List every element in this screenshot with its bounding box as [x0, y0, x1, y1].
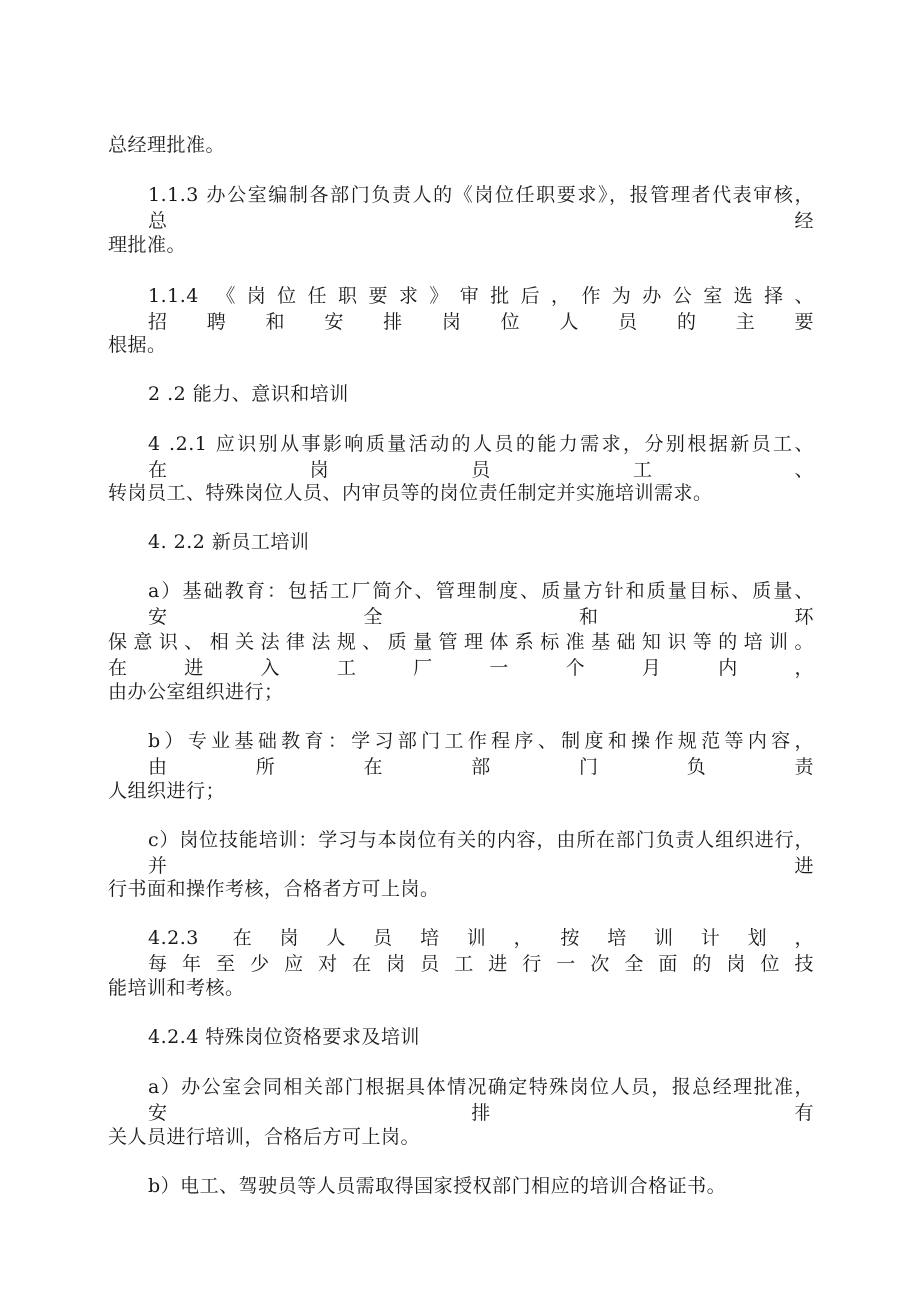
paragraph-line: 关人员进行培训，合格后方可上岗。	[108, 1126, 421, 1148]
section-heading: 4. 2.2 新员工培训	[148, 531, 310, 553]
paragraph-line: 由办公室组织进行；	[108, 681, 284, 703]
paragraph-line: 1.1.3 办公室编制各部门负责人的《岗位任职要求》，报管理者代表审核，总经	[148, 184, 814, 232]
section-heading: 4.2.4 特殊岗位资格要求及培训	[148, 1026, 420, 1048]
paragraph-line: c）岗位技能培训：学习与本岗位有关的内容，由所在部门负责人组织进行，并进	[148, 829, 814, 877]
paragraph-line: a）基础教育：包括工厂简介、管理制度、质量方针和质量目标、质量、安全和环	[148, 580, 814, 628]
paragraph-line: 1.1.4 《岗位任职要求》审批后，作为办公室选择、招聘和安排岗位人员的主要	[148, 285, 814, 333]
section-heading: 2 .2 能力、意识和培训	[148, 383, 349, 405]
paragraph-line: 转岗员工、特殊岗位人员、内审员等的岗位责任制定并实施培训需求。	[108, 482, 713, 504]
paragraph-line: 4 .2.1 应识别从事影响质量活动的人员的能力需求，分别根据新员工、在岗员工、	[148, 433, 814, 481]
paragraph-line: 能培训和考核。	[108, 977, 245, 999]
paragraph-line: 理批准。	[108, 234, 187, 256]
paragraph-line: a）办公室会同相关部门根据具体情况确定特殊岗位人员，报总经理批准，安排有	[148, 1076, 814, 1124]
paragraph-line: b）专业基础教育：学习部门工作程序、制度和操作规范等内容，由所在部门负责	[148, 730, 814, 778]
paragraph-line: b）电工、驾驶员等人员需取得国家授权部门相应的培训合格证书。	[148, 1175, 727, 1197]
paragraph-line: 人组织进行；	[108, 780, 226, 802]
paragraph-line: 保意识、相关法律法规、质量管理体系标准基础知识等的培训。在进入工厂一个月内，	[108, 631, 814, 679]
paragraph-line: 4.2.3 在岗人员培训，按培训计划，每年至少应对在岗员工进行一次全面的岗位技	[148, 927, 814, 975]
paragraph-line: 根据。	[108, 334, 167, 356]
paragraph-line: 总经理批准。	[108, 134, 226, 156]
paragraph-line: 行书面和操作考核，合格者方可上岗。	[108, 878, 440, 900]
